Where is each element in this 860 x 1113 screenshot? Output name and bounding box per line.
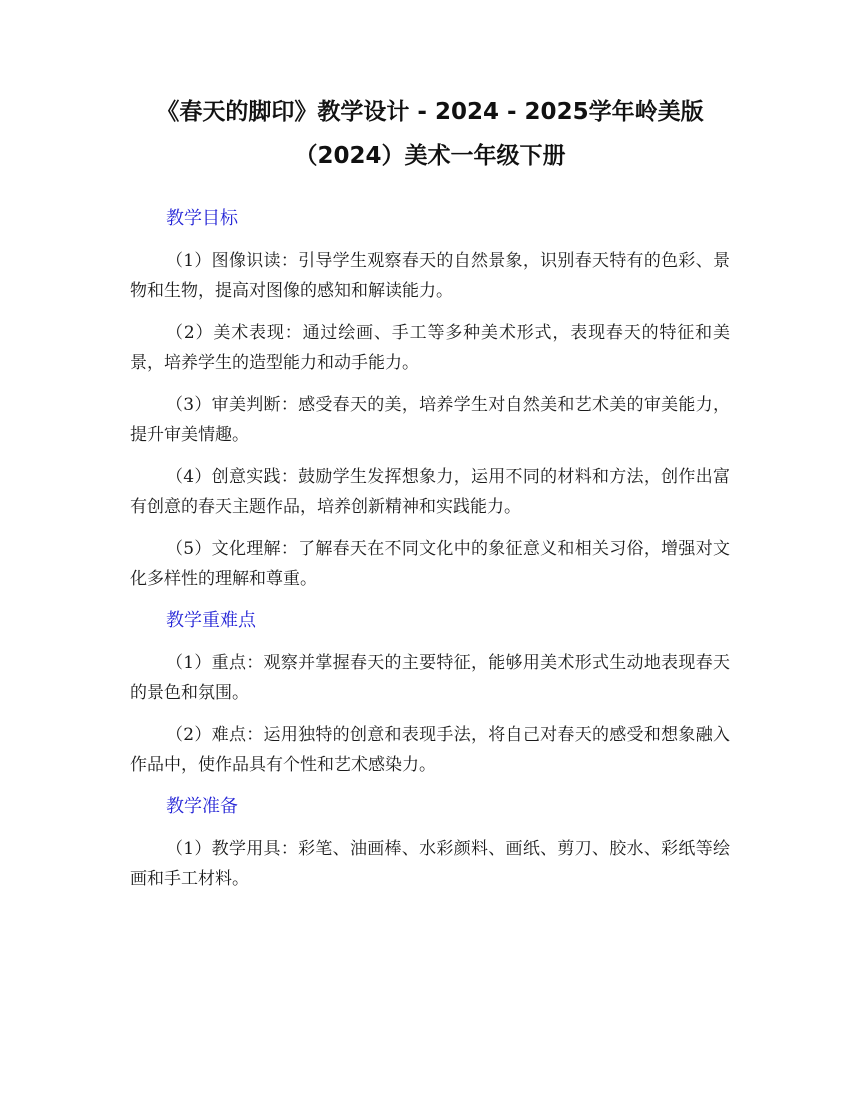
section-heading: 教学重难点 bbox=[166, 610, 256, 631]
section-key-difficult-points bbox=[130, 606, 730, 780]
section-heading: 教学目标 bbox=[166, 208, 238, 229]
objective-paragraph-1: （1）图像识读：引导学生观察春天的自然景象，识别春天特有的色彩、景物和生物，提高对图像的感知和解读能力。 bbox=[130, 251, 730, 301]
document-title-line-2: （2024）美术一年级下册 bbox=[294, 143, 566, 169]
key-point-paragraph: （1）重点：观察并掌握春天的主要特征，能够用美术形式生动地表现春天的景色和氛围。 bbox=[130, 653, 730, 703]
objective-paragraph-4: （4）创意实践：鼓励学生发挥想象力，运用不同的材料和方法，创作出富有创意的春天主题作品，培养创新精神和实践能力。 bbox=[130, 467, 730, 517]
objective-paragraph-2: （2）美术表现：通过绘画、手工等多种美术形式，表现春天的特征和美景，培养学生的造型能力和动手能力。 bbox=[130, 323, 730, 373]
section-heading: 教学准备 bbox=[166, 796, 238, 817]
preparation-paragraph-1: （1）教学用具：彩笔、油画棒、水彩颜料、画纸、剪刀、胶水、彩纸等绘画和手工材料。 bbox=[130, 839, 730, 889]
document-title bbox=[130, 90, 730, 178]
section-teaching-preparation bbox=[130, 792, 730, 894]
section-teaching-objectives bbox=[130, 204, 730, 594]
objective-paragraph-5: （5）文化理解：了解春天在不同文化中的象征意义和相关习俗，增强对文化多样性的理解和尊重。 bbox=[130, 539, 730, 589]
objective-paragraph-3: （3）审美判断：感受春天的美，培养学生对自然美和艺术美的审美能力，提升审美情趣。 bbox=[130, 395, 730, 445]
document-title-line-1: 《春天的脚印》教学设计 - 2024 - 2025学年岭美版 bbox=[156, 99, 704, 125]
difficult-point-paragraph: （2）难点：运用独特的创意和表现手法，将自己对春天的感受和想象融入作品中，使作品具有个性和艺术感染力。 bbox=[130, 725, 730, 775]
